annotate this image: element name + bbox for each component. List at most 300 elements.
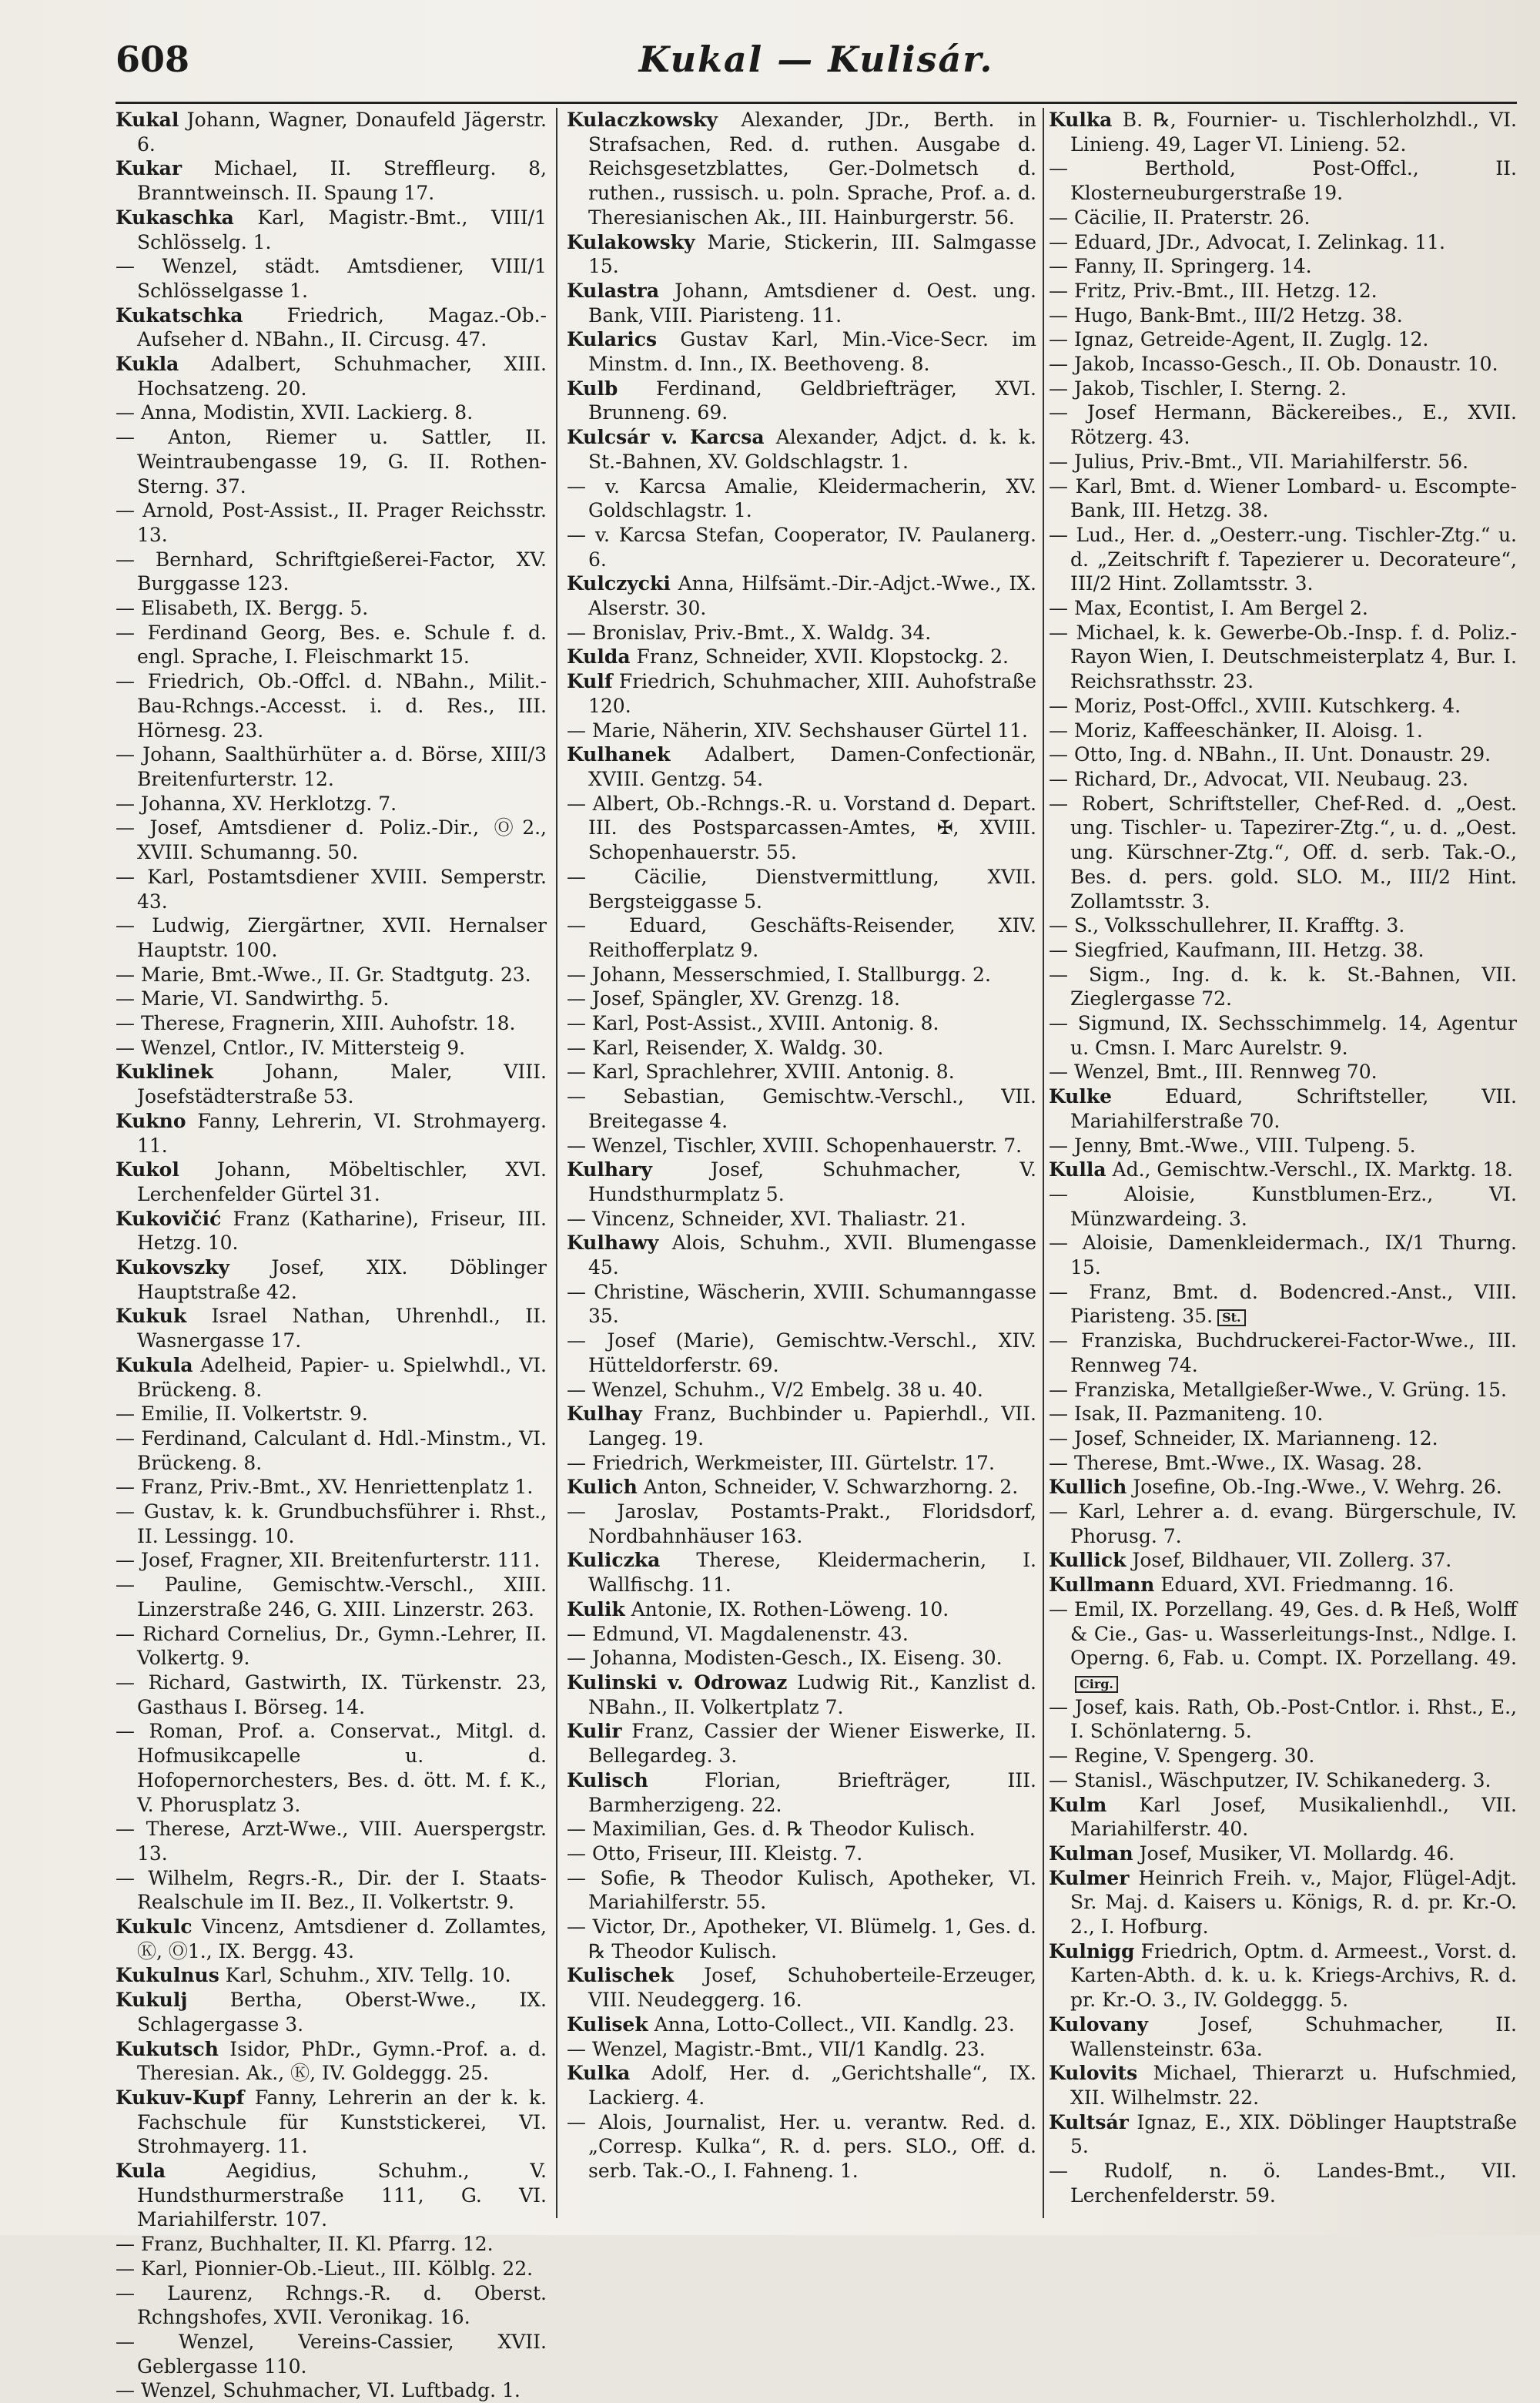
entry-surname: Kulich: [567, 1476, 638, 1499]
directory-entry: [116, 2330, 547, 2378]
entry-text: — Johann, Saalthürhüter a. d. Börse, XIII/3 Breitenfurterstr. 12.: [116, 743, 547, 790]
directory-entry: [1049, 1402, 1517, 1426]
entry-text: Franz, Schneider, XVII. Klopstockg. 2.: [630, 645, 1009, 669]
entry-text: — Anna, Modistin, XVII. Lackierg. 8.: [116, 401, 474, 424]
entry-text: — Wilhelm, Regrs.-R., Dir. der I. Staats-Realschule im II. Bez., II. Volkertstr. 9.: [116, 1866, 547, 1914]
entry-text: — Wenzel, Schuhmacher, VI. Luftbadg. 1.: [116, 2379, 521, 2402]
entry-text: — Ferdinand, Calculant d. Hdl.-Minstm., VI. Brückeng. 8.: [116, 1426, 547, 1474]
directory-entry: [116, 1011, 547, 1036]
entry-surname: Kulovany: [1049, 2013, 1148, 2036]
directory-entry: [116, 156, 547, 205]
entry-text: — Josef, kais. Rath, Ob.-Post-Cntlor. i. Rhst., E., I. Schönlaterng. 5.: [1049, 1695, 1517, 1743]
directory-entry: [567, 1207, 1036, 1232]
entry-text: Johann, Wagner, Donaufeld Jägerstr. 6.: [137, 109, 547, 156]
entry-text: — Lud., Her. d. „Oesterr.-ung. Tischler-Ztg.“ u. d. „Zeitschrift f. Tapezierer u. Decorateure“, III/2 Hint. Zollamtsstr. 3.: [1049, 523, 1517, 595]
entry-text: — Victor, Dr., Apotheker, VI. Blümelg. 1, Ges. d. ℞ Theodor Kulisch.: [567, 1915, 1036, 1962]
entry-surname: Kukatschka: [116, 303, 243, 327]
entry-surname: Kulke: [1049, 1085, 1113, 1108]
entry-text: Josef, Schuhmacher, V. Hundsthurmplatz 5.: [588, 1158, 1036, 1205]
entry-text: — Franziska, Metallgießer-Wwe., V. Grüng. 15.: [1049, 1378, 1507, 1401]
directory-entry: [567, 2013, 1036, 2037]
directory-entry: [116, 1963, 547, 1988]
directory-entry: [116, 1915, 547, 1963]
directory-entry: [567, 1842, 1036, 1866]
directory-entry: [567, 742, 1036, 791]
directory-entry: [1049, 1939, 1517, 2013]
directory-entry: [1049, 1842, 1517, 1866]
directory-entry: [567, 1060, 1036, 1084]
directory-entry: [1049, 1158, 1517, 1182]
entry-surname: Kulka: [1049, 109, 1113, 131]
entry-surname: Kulm: [1049, 1793, 1107, 1816]
entry-surname: Kukal: [116, 109, 179, 131]
directory-entry: [116, 1817, 547, 1865]
entry-text: — Therese, Bmt.-Wwe., IX. Wasag. 28.: [1049, 1451, 1423, 1474]
directory-entry: [116, 1304, 547, 1352]
directory-entry: [1049, 108, 1517, 156]
entry-text: — Wenzel, Magistr.-Bmt., VII/1 Kandlg. 23.: [567, 2037, 986, 2060]
directory-entry: [116, 987, 547, 1011]
directory-entry: [567, 327, 1036, 376]
directory-entry: [1049, 1695, 1517, 1744]
directory-entry: [567, 279, 1036, 327]
directory-entry: [116, 669, 547, 742]
entry-surname: Kula: [116, 2160, 166, 2183]
entry-text: Friedrich, Optm. d. Armeest., Vorst. d. Karten-Abth. d. k. u. k. Kriegs-Archivs, R. d. pr. Kr.-O. 3., IV. Goldeggg. 5.: [1070, 1939, 1517, 2012]
directory-entry: [116, 2281, 547, 2330]
entry-text: — Eduard, Geschäfts-Reisender, XIV. Reithofferplatz 9.: [567, 914, 1036, 961]
directory-entry: [567, 987, 1036, 1011]
directory-entry: [1049, 767, 1517, 792]
directory-entry: [1049, 719, 1517, 743]
entry-text: Florian, Briefträger, III. Barmherzigeng. 22.: [588, 1768, 1036, 1816]
directory-entry: [567, 792, 1036, 865]
entry-text: — Franz, Bmt. d. Bodencred.-Anst., VIII. Piaristeng. 35.: [1049, 1280, 1517, 1328]
entry-text: — Emilie, II. Volkertstr. 9.: [116, 1403, 368, 1426]
column-1: [116, 108, 547, 2402]
entry-text: — Regine, V. Spengerg. 30.: [1049, 1744, 1315, 1768]
entry-surname: Kulaczkowsky: [567, 109, 718, 131]
entry-text: Josef, Bildhauer, VII. Zollerg. 37.: [1126, 1549, 1452, 1572]
entry-text: Eduard, Schriftsteller, VII. Mariahilferstraße 70.: [1070, 1085, 1517, 1132]
directory-entry: [567, 669, 1036, 718]
entry-surname: Kulisch: [567, 1768, 648, 1791]
entry-text: — Pauline, Gemischtw.-Verschl., XIII. Linzerstraße 246, G. XIII. Linzerstr. 263.: [116, 1574, 547, 1620]
directory-entry: [567, 1671, 1036, 1719]
entry-surname: Kukulj: [116, 1989, 188, 2012]
directory-entry: [1049, 1475, 1517, 1500]
directory-entry: [567, 2061, 1036, 2110]
entry-surname: Kulcsár v. Karcsa: [567, 426, 765, 449]
entry-surname: Kulb: [567, 377, 618, 400]
entry-text: — Karl, Sprachlehrer, XVIII. Antonig. 8.: [567, 1061, 955, 1084]
entry-text: — Karl, Bmt. d. Wiener Lombard- u. Escompte-Bank, III. Hetzg. 38.: [1049, 474, 1517, 522]
entry-text: Ignaz, E., XIX. Döblinger Hauptstraße 5.: [1070, 2110, 1517, 2158]
directory-entry: [1049, 694, 1517, 719]
directory-entry: [1049, 2061, 1517, 2110]
entry-text: Adalbert, Schuhmacher, XIII. Hochsatzeng. 20.: [137, 353, 547, 400]
directory-entry: [567, 1915, 1036, 1963]
directory-entry: [567, 1329, 1036, 1377]
entry-surname: Kulda: [567, 645, 631, 669]
directory-entry: [1049, 792, 1517, 914]
running-head: Kukal — Kulisár.: [638, 39, 994, 80]
entry-text: — Cäcilie, Dienstvermittlung, XVII. Bergsteiggasse 5.: [567, 865, 1036, 913]
entry-text: — Franz, Priv.-Bmt., XV. Henriettenplatz 1.: [116, 1476, 534, 1499]
entry-text: — Max, Econtist, I. Am Bergel 2.: [1049, 597, 1368, 620]
entry-text: Ludwig Rit., Kanzlist d. NBahn., II. Volkertplatz 7.: [588, 1671, 1036, 1718]
entry-surname: Kulka: [567, 2062, 631, 2085]
entry-text: — Eduard, JDr., Advocat, I. Zelinkag. 11.: [1049, 230, 1445, 253]
directory-entry: [116, 498, 547, 547]
directory-entry: [1049, 963, 1517, 1011]
directory-entry: [116, 865, 547, 913]
entry-surname: Kukutsch: [116, 2037, 219, 2060]
directory-entry: [116, 1109, 547, 1158]
entry-surname: Kulla: [1049, 1158, 1106, 1181]
directory-entry: [1049, 596, 1517, 621]
entry-text: Johann, Amtsdiener d. Oest. ung. Bank, VIII. Piaristeng. 11.: [588, 279, 1036, 327]
entry-text: — Wenzel, Schuhm., V/2 Embelg. 38 u. 40.: [567, 1378, 983, 1401]
directory-entry: [1049, 1866, 1517, 1939]
directory-entry: [116, 913, 547, 962]
entry-surname: Kuliczka: [567, 1549, 661, 1572]
entry-surname: Kullick: [1049, 1549, 1127, 1572]
entry-text: — Josef (Marie), Gemischtw.-Verschl., XIV. Hütteldorferstr. 69.: [567, 1329, 1036, 1376]
directory-entry: [1049, 156, 1517, 205]
directory-entry: [116, 1671, 547, 1719]
directory-entry: [116, 1402, 547, 1426]
entry-surname: Kulmer: [1049, 1866, 1130, 1889]
directory-entry: [567, 1475, 1036, 1500]
directory-entry: [1049, 279, 1517, 303]
directory-entry: [567, 1451, 1036, 1476]
entry-text: — Johanna, Modisten-Gesch., IX. Eiseng. 30.: [567, 1647, 1003, 1670]
entry-text: — Elisabeth, IX. Bergg. 5.: [116, 597, 369, 620]
directory-entry: [1049, 1597, 1517, 1695]
directory-entry: [567, 645, 1036, 669]
stamp-mark: St.: [1217, 1309, 1246, 1326]
directory-entry: [1049, 254, 1517, 279]
directory-entry: [567, 1646, 1036, 1671]
entry-surname: Kukula: [116, 1353, 193, 1376]
entry-text: Josefine, Ob.-Ing.-Wwe., V. Wehrg. 26.: [1127, 1476, 1502, 1499]
directory-entry: [116, 816, 547, 864]
directory-entry: [116, 1548, 547, 1573]
entry-text: — Vincenz, Schneider, XVI. Thaliastr. 21.: [567, 1207, 966, 1230]
entry-text: Anton, Schneider, V. Schwarzhorng. 2.: [637, 1476, 1019, 1499]
directory-entry: [567, 1402, 1036, 1450]
entry-text: — Sofie, ℞ Theodor Kulisch, Apotheker, VI. Mariahilferstr. 55.: [567, 1866, 1036, 1914]
entry-text: Josef, XIX. Döblinger Hauptstraße 42.: [137, 1256, 547, 1303]
entry-text: — Jakob, Incasso-Gesch., II. Ob. Donaustr. 10.: [1049, 353, 1498, 376]
entry-text: — Bronislav, Priv.-Bmt., X. Waldg. 34.: [567, 621, 932, 644]
directory-entry: [116, 425, 547, 498]
entry-text: — Karl, Post-Assist., XVIII. Antonig. 8.: [567, 1012, 939, 1035]
directory-entry: [116, 596, 547, 621]
directory-entry: [567, 377, 1036, 425]
entry-text: — Christine, Wäscherin, XVIII. Schumanngasse 35.: [567, 1280, 1036, 1328]
directory-entry: [567, 1036, 1036, 1061]
entry-text: — Ludwig, Ziergärtner, XVII. Hernalser Hauptstr. 100.: [116, 914, 547, 961]
directory-entry: [567, 108, 1036, 230]
directory-entry: [1049, 474, 1517, 523]
entry-surname: Kukar: [116, 157, 182, 180]
entry-surname: Kulhanek: [567, 743, 671, 766]
directory-entry: [567, 1622, 1036, 1647]
page-number: 608: [116, 39, 190, 80]
directory-entry: [1049, 1426, 1517, 1451]
column-divider: [1043, 108, 1044, 2218]
entry-text: Marie, Stickerin, III. Salmgasse 15.: [588, 230, 1036, 278]
directory-entry: [1049, 327, 1517, 352]
directory-entry: [116, 108, 547, 156]
entry-text: — Michael, k. k. Gewerbe-Ob.-Insp. f. d. Poliz.-Rayon Wien, I. Deutschmeisterplatz 4, Bur. I. Reichsrathsstr. 23.: [1049, 621, 1517, 693]
entry-surname: Kulczycki: [567, 572, 671, 595]
directory-entry: [567, 1158, 1036, 1206]
directory-entry: [116, 1255, 547, 1304]
entry-text: — Franz, Buchhalter, II. Kl. Pfarrg. 12.: [116, 2233, 494, 2256]
entry-text: — Josef, Amtsdiener d. Poliz.-Dir., Ⓞ2., XVIII. Schumanng. 50.: [116, 816, 547, 864]
directory-entry: [116, 206, 547, 254]
directory-entry: [567, 523, 1036, 571]
entry-text: — Ferdinand Georg, Bes. e. Schule f. d. engl. Sprache, I. Fleischmarkt 15.: [116, 621, 547, 669]
directory-entry: [116, 254, 547, 303]
entry-surname: Kularics: [567, 328, 658, 351]
directory-entry: [567, 1719, 1036, 1768]
entry-text: Adolf, Her. d. „Gerichtshalle“, IX. Lackierg. 4.: [588, 2062, 1036, 2109]
directory-entry: [567, 621, 1036, 645]
entry-text: — Aloisie, Damenkleidermach., IX/1 Thurng. 15.: [1049, 1232, 1517, 1279]
directory-entry: [1049, 1280, 1517, 1329]
entry-text: — v. Karcsa Stefan, Cooperator, IV. Paulanerg. 6.: [567, 523, 1036, 571]
directory-entry: [1049, 206, 1517, 230]
entry-text: Michael, II. Streffleurg. 8, Branntweinsch. II. Spaung 17.: [137, 157, 547, 205]
entry-text: — Emil, IX. Porzellang. 49, Ges. d. ℞ Heß, Wolff & Cie., Gas- u. Wasserleitungs-Inst., Ndlge. I. Operng. 6, Fab. u. Compt. IX. Porzellang. 49.: [1049, 1597, 1517, 1670]
entry-text: Friedrich, Schuhmacher, XIII. Auhofstraße 120.: [588, 670, 1036, 717]
directory-entry: [1049, 1500, 1517, 1548]
entry-text: Ad., Gemischtw.-Verschl., IX. Marktg. 18.: [1106, 1158, 1514, 1181]
entry-text: — Hugo, Bank-Bmt., III/2 Hetzg. 38.: [1049, 303, 1403, 327]
entry-text: — Therese, Arzt-Wwe., VIII. Auerspergstr. 13.: [116, 1818, 547, 1865]
entry-text: Adalbert, Damen-Confectionär, XVIII. Gentzg. 54.: [588, 743, 1036, 790]
entry-surname: Kultsár: [1049, 2110, 1129, 2133]
entry-text: Karl, Magistr.-Bmt., VIII/1 Schlösselg. 1.: [137, 206, 547, 253]
entry-text: — Laurenz, Rchngs.-R. d. Oberst. Rchngshofes, XVII. Veronikag. 16.: [116, 2281, 547, 2329]
directory-entry: [567, 1378, 1036, 1403]
directory-entry: [1049, 352, 1517, 377]
entry-text: — Berthold, Post-Offcl., II. Klosterneuburgerstraße 19.: [1049, 157, 1517, 205]
entry-text: — Wenzel, Cntlor., IV. Mittersteig 9.: [116, 1036, 466, 1059]
entry-text: — Fanny, II. Springerg. 14.: [1049, 255, 1312, 278]
entry-text: — Marie, Bmt.-Wwe., II. Gr. Stadtgutg. 23.: [116, 963, 531, 986]
entry-text: Alexander, JDr., Berth. in Strafsachen, Red. d. ruthen. Ausgabe d. Reichsgesetzblattes, Ger.-Dolmetsch d. ruthen., russisch. u. poln. Sprache, Prof. a. d. Theresianischen Ak., III. Hainburgerstr. 56.: [588, 109, 1036, 229]
entry-text: Gustav Karl, Min.-Vice-Secr. im Minstm. d. Inn., IX. Beethoveng. 8.: [588, 328, 1036, 376]
entry-text: Heinrich Freih. v., Major, Flügel-Adjt. Sr. Maj. d. Kaisers u. Königs, R. d. pr. Kr.-O. 2., I. Hofburg.: [1070, 1866, 1517, 1939]
column-2: [567, 108, 1036, 2218]
entry-text: Bertha, Oberst-Wwe., IX. Schlagergasse 3.: [137, 1989, 547, 2036]
entry-text: — Josef, Spängler, XV. Grenzg. 18.: [567, 987, 900, 1010]
directory-entry: [1049, 1060, 1517, 1084]
directory-entry: [1049, 2159, 1517, 2207]
entry-text: — Jenny, Bmt.-Wwe., VIII. Tulpeng. 5.: [1049, 1134, 1416, 1157]
entry-surname: Kulischek: [567, 1964, 675, 1987]
entry-text: — Therese, Fragnerin, XIII. Auhofstr. 18.: [116, 1012, 516, 1035]
entry-text: Isidor, PhDr., Gymn.-Prof. a. d. Theresian. Ak., Ⓚ, IV. Goldeggg. 25.: [137, 2037, 547, 2085]
directory-entry: [116, 1207, 547, 1255]
entry-surname: Kukol: [116, 1158, 179, 1181]
directory-entry: [116, 1475, 547, 1500]
entry-text: — Roman, Prof. a. Conservat., Mitgl. d. Hofmusikcapelle u. d. Hofopernorchesters, Bes. d. ött. M. f. K., V. Phorusplatz 3.: [116, 1720, 547, 1816]
directory-entry: [567, 963, 1036, 987]
directory-entry: [1049, 2013, 1517, 2061]
directory-entry: [567, 1280, 1036, 1329]
directory-entry: [116, 1426, 547, 1475]
entry-surname: Kukaschka: [116, 206, 234, 229]
entry-text: Eduard, XVI. Friedmanng. 16.: [1154, 1574, 1455, 1597]
directory-entry: [567, 1963, 1036, 2012]
entry-text: Alexander, Adjct. d. k. k. St.-Bahnen, XV. Goldschlagstr. 1.: [588, 426, 1036, 473]
directory-entry: [1049, 1768, 1517, 1793]
entry-text: — S., Volksschullehrer, II. Krafftg. 3.: [1049, 914, 1405, 937]
entry-text: — Friedrich, Ob.-Offcl. d. NBahn., Milit.-Bau-Rchngs.-Accesst. i. d. Res., III. Hörnesg. 23.: [116, 670, 547, 742]
directory-entry: [567, 1500, 1036, 1548]
directory-entry: [567, 1084, 1036, 1133]
directory-entry: [567, 1866, 1036, 1915]
entry-text: B. ℞, Fournier- u. Tischlerholzhdl., VI. Linieng. 49, Lager VI. Linieng. 52.: [1070, 109, 1517, 156]
entry-text: — Richard, Gastwirth, IX. Türkenstr. 23, Gasthaus I. Börseg. 14.: [116, 1671, 547, 1718]
entry-text: — Jakob, Tischler, I. Sterng. 2.: [1049, 377, 1347, 400]
directory-entry: [1049, 938, 1517, 963]
directory-entry: [116, 1060, 547, 1108]
entry-text: — Josef, Fragner, XII. Breitenfurterstr. 111.: [116, 1549, 541, 1572]
entry-surname: Kulovits: [1049, 2062, 1138, 2085]
directory-entry: [1049, 742, 1517, 767]
entry-text: — Wenzel, Bmt., III. Rennweg 70.: [1049, 1061, 1378, 1084]
directory-entry: [116, 1500, 547, 1548]
entry-surname: Kuklinek: [116, 1061, 214, 1084]
entry-text: — Maximilian, Ges. d. ℞ Theodor Kulisch.: [567, 1818, 976, 1841]
entry-text: — Alois, Journalist, Her. u. verantw. Red. d. „Corresp. Kulka“, R. d. pers. SLO., Off. d. serb. Tak.-O., I. Fahneng. 1.: [567, 2110, 1036, 2183]
entry-text: — Marie, VI. Sandwirthg. 5.: [116, 987, 390, 1010]
entry-text: Johann, Maler, VIII. Josefstädterstraße 53.: [137, 1061, 547, 1108]
entry-text: — Aloisie, Kunstblumen-Erz., VI. Münzwardeing. 3.: [1049, 1182, 1517, 1230]
directory-entry: [1049, 1134, 1517, 1158]
entry-text: Josef, Schuhoberteile-Erzeuger, VIII. Neudeggerg. 16.: [588, 1964, 1036, 2012]
directory-entry: [116, 1622, 547, 1671]
directory-entry: [567, 2110, 1036, 2183]
entry-text: — Sigm., Ing. d. k. k. St.-Bahnen, VII. Zieglergasse 72.: [1049, 963, 1517, 1010]
entry-text: — Josef Hermann, Bäckereibes., E., XVII. Rötzerg. 43.: [1049, 401, 1517, 449]
entry-surname: Kukno: [116, 1109, 186, 1132]
entry-text: — Karl, Reisender, X. Waldg. 30.: [567, 1036, 884, 1059]
directory-entry: [567, 230, 1036, 279]
directory-entry: [1049, 400, 1517, 449]
directory-entry: [1049, 1011, 1517, 1060]
directory-entry: [567, 2037, 1036, 2062]
entry-surname: Kukulc: [116, 1915, 192, 1939]
directory-entry: [1049, 1231, 1517, 1279]
directory-entry: [1049, 913, 1517, 938]
entry-text: Therese, Kleidermacherin, I. Wallfischg. 11.: [588, 1549, 1036, 1597]
entry-surname: Kullmann: [1049, 1574, 1155, 1597]
column-3: [1049, 108, 1517, 2218]
directory-entry: [1049, 2110, 1517, 2159]
entry-text: Karl Josef, Musikalienhdl., VII. Mariahilferstr. 40.: [1070, 1793, 1517, 1841]
directory-entry: [116, 1353, 547, 1402]
directory-entry: [567, 913, 1036, 962]
entry-text: — Bernhard, Schriftgießerei-Factor, XV. Burggasse 123.: [116, 548, 547, 595]
entry-text: Franz, Buchbinder u. Papierhdl., VII. Langeg. 19.: [588, 1403, 1036, 1450]
entry-text: — Johanna, XV. Herklotzg. 7.: [116, 792, 397, 815]
entry-text: — Friedrich, Werkmeister, III. Gürtelstr. 17.: [567, 1451, 995, 1474]
directory-entry: [1049, 1329, 1517, 1377]
entry-text: — Wenzel, Vereins-Cassier, XVII. Geblergasse 110.: [116, 2330, 547, 2378]
directory-entry: [116, 2037, 547, 2086]
entry-text: — Cäcilie, II. Praterstr. 26.: [1049, 206, 1311, 229]
directory-entry: [116, 1866, 547, 1915]
column-divider: [556, 108, 557, 2218]
directory-entry: [567, 1134, 1036, 1158]
entry-text: Israel Nathan, Uhrenhdl., II. Wasnergasse 17.: [137, 1305, 547, 1352]
entry-text: — Jaroslav, Postamts-Prakt., Floridsdorf, Nordbahnhäuser 163.: [567, 1500, 1036, 1547]
entry-text: Fanny, Lehrerin an der k. k. Fachschule für Kunststickerei, VI. Strohmayerg. 11.: [137, 2086, 547, 2158]
entry-text: Michael, Thierarzt u. Hufschmied, XII. Wilhelmstr. 22.: [1070, 2062, 1517, 2109]
entry-text: — Stanisl., Wäschputzer, IV. Schikanederg. 3.: [1049, 1768, 1491, 1791]
entry-text: — Julius, Priv.-Bmt., VII. Mariahilferstr. 56.: [1049, 450, 1469, 473]
directory-entry: [116, 1573, 547, 1621]
stamp-mark: Cirg.: [1075, 1676, 1118, 1693]
directory-entry: [116, 1158, 547, 1206]
entry-surname: Kulhawy: [567, 1232, 659, 1255]
entry-text: — Moriz, Kaffeeschänker, II. Aloisg. 1.: [1049, 719, 1423, 742]
entry-surname: Kulakowsky: [567, 230, 695, 253]
directory-entry: [1049, 1548, 1517, 1573]
entry-text: — Richard Cornelius, Dr., Gymn.-Lehrer, II. Volkertg. 9.: [116, 1622, 547, 1670]
entry-text: Anna, Hilfsämt.-Dir.-Adjct.-Wwe., IX. Alserstr. 30.: [588, 572, 1036, 620]
entry-text: — Gustav, k. k. Grundbuchsführer i. Rhst., II. Lessingg. 10.: [116, 1500, 547, 1547]
directory-entry: [1049, 621, 1517, 694]
entry-text: — Rudolf, n. ö. Landes-Bmt., VII. Lerchenfelderstr. 59.: [1049, 2160, 1517, 2207]
entry-surname: Kukla: [116, 353, 179, 376]
directory-entry: [116, 1036, 547, 1061]
entry-text: Alois, Schuhm., XVII. Blumengasse 45.: [588, 1232, 1036, 1279]
directory-entry: [567, 1597, 1036, 1622]
directory-entry: [116, 2232, 547, 2257]
entry-text: Vincenz, Amtsdiener d. Zollamtes, Ⓚ, Ⓞ1., IX. Bergg. 43.: [137, 1915, 547, 1962]
entry-text: Friedrich, Magaz.-Ob.-Aufseher d. NBahn., II. Circusg. 47.: [137, 303, 547, 351]
entry-text: Antonie, IX. Rothen-Löweng. 10.: [624, 1597, 949, 1620]
entry-text: — Ignaz, Getreide-Agent, II. Zuglg. 12.: [1049, 328, 1429, 351]
directory-entry: [116, 303, 547, 352]
directory-entry: [567, 865, 1036, 913]
entry-text: Anna, Lotto-Collect., VII. Kandlg. 23.: [648, 2013, 1015, 2036]
directory-entry: [116, 1719, 547, 1817]
directory-entry: [567, 1548, 1036, 1597]
entry-text: Fanny, Lehrerin, VI. Strohmayerg. 11.: [137, 1109, 547, 1157]
directory-entry: [116, 352, 547, 400]
entry-surname: Kulir: [567, 1720, 622, 1743]
entry-text: — Karl, Pionnier-Ob.-Lieut., III. Kölblg. 22.: [116, 2257, 534, 2280]
entry-text: — Josef, Schneider, IX. Marianneng. 12.: [1049, 1426, 1438, 1450]
entry-text: Franz, Cassier der Wiener Eiswerke, II. Bellegardeg. 3.: [588, 1720, 1036, 1768]
entry-text: — Robert, Schriftsteller, Chef-Red. d. „Oest. ung. Tischler- u. Tapezirer-Ztg.“, u. d. „Oest. ung. Kürschner-Ztg.“, Off. d. serb. Tak.-O., Bes. d. pers. gold. SLO. M., III/2 Hint. Zollamtsstr. 3.: [1049, 792, 1517, 913]
directory-entry: [1049, 1744, 1517, 1768]
entry-surname: Kulisek: [567, 2013, 648, 2036]
directory-entry: [1049, 1084, 1517, 1133]
directory-entry: [116, 963, 547, 987]
entry-text: — Richard, Dr., Advocat, VII. Neubaug. 23.: [1049, 767, 1468, 790]
